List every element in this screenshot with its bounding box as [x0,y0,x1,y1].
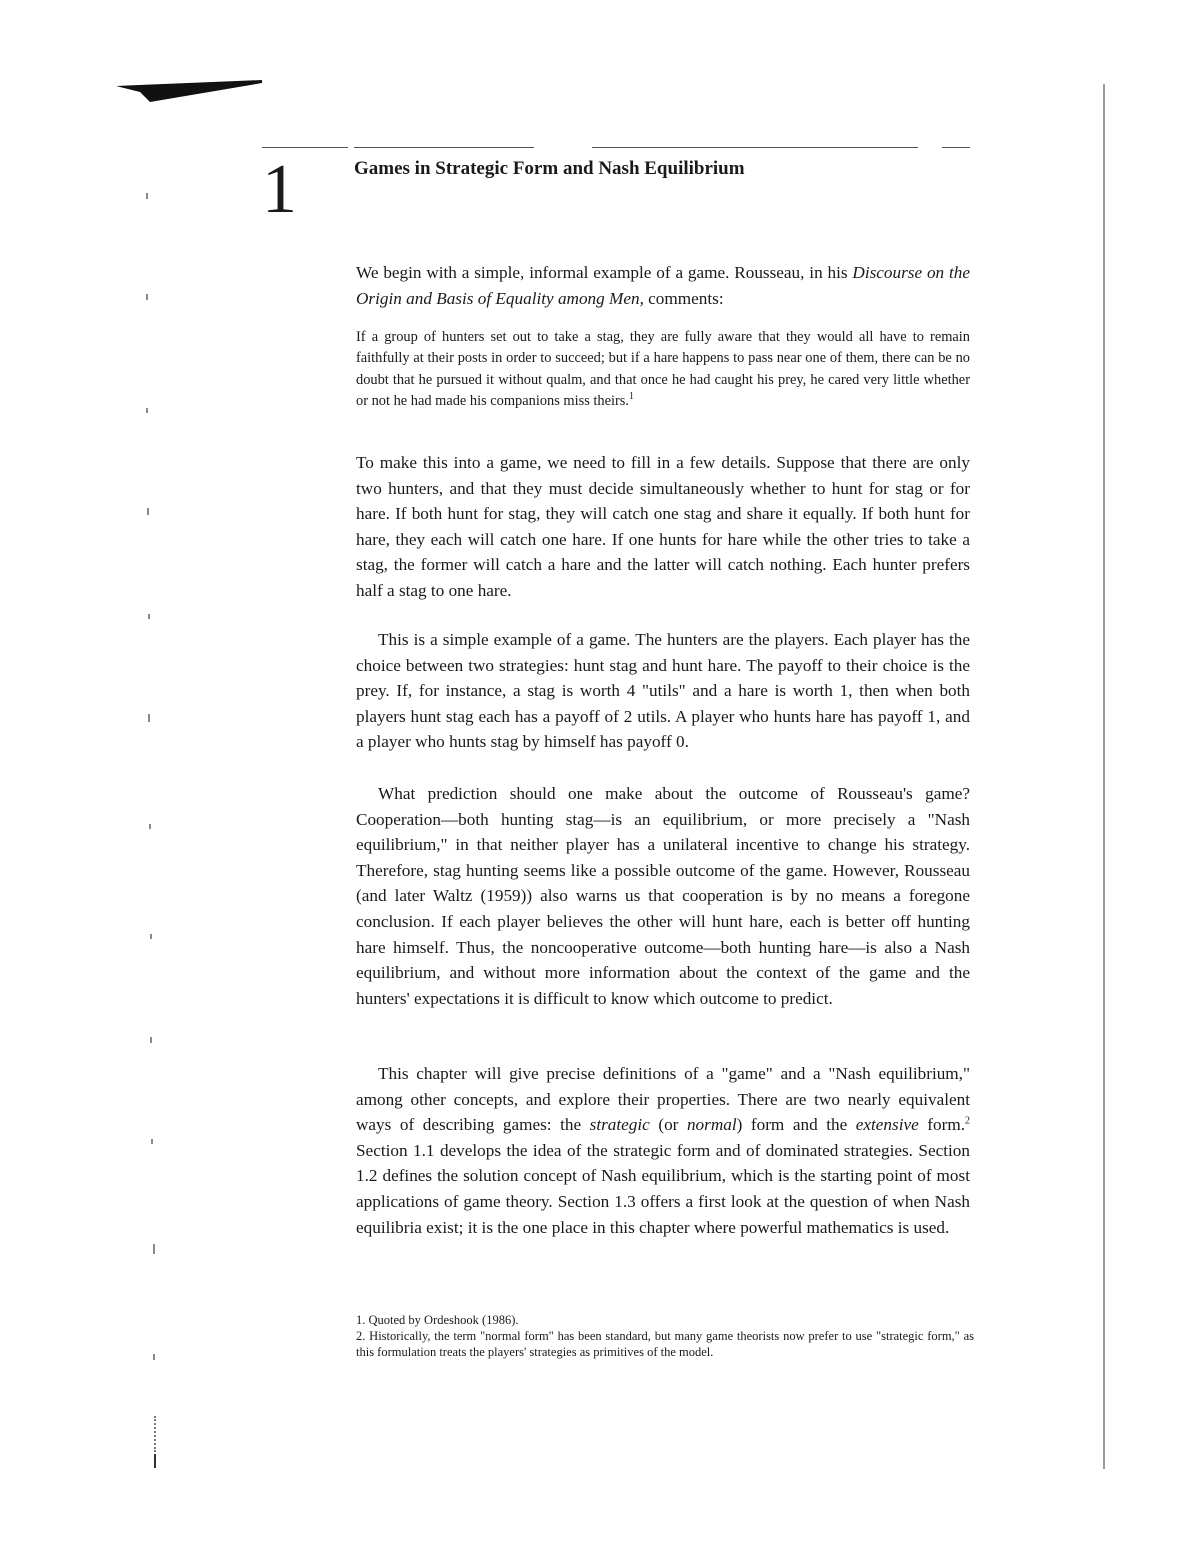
block-quote [356,327,970,413]
term-normal: normal [686,1115,737,1135]
body-paragraph-3: What prediction should one make about the outcome of Rousseau's game? Cooperation—both hunting stag—is an equilibrium, or more precisely a "Nash equilibrium," in that neither player has a unilateral incentive to change his strategy. Therefore, stag hunting seems like a possible outcome of the game. However, Rousseau (and later Waltz (1959)) also warns us that cooperation is by no means a foregone conclusion. If each player believes the other will hunt hare, each is better off hunting hare himself. Thus, the noncooperative outcome—both hunting hare—is also a Nash equilibrium, and without more information about the context of the game and the hunters' expectations it is difficult to know which outcome to predict. [356,784,970,1008]
margin-tick [154,1454,156,1468]
intro-paragraph [356,260,970,311]
chapter-number: 1 [262,151,297,228]
header-rule [592,147,918,148]
scan-edge-mark [116,80,262,104]
p4-text-a: This chapter will give precise definitions of a "game" and a "Nash equilibrium," among other concepts, and explore their properties. There are two nearly equivalent ways of describing games: the [356,1064,970,1135]
dotted-margin-line [154,1416,156,1452]
page-edge-rule [1103,84,1105,1469]
p4-text-g: form. [918,1115,966,1135]
footnote-ref-2: 2 [965,1115,971,1127]
intro-text: We begin with a simple, informal example of a game. Rousseau, in his [356,263,853,282]
term-extensive: extensive [855,1115,919,1135]
footnote-ref-1: 1 [628,391,634,403]
intro-text-end: comments: [643,288,724,308]
body-paragraph-2: This is a simple example of a game. The hunters are the players. Each player has the choice between two strategies: hunt stag and hunt hare. The payoff to their choice is the prey. If, for instance, a stag is worth 4 "utils" and a hare is worth 1, then when both players hunt stag each has a payoff of 2 utils. A player who hunts hare has payoff 1, and a player who hunts stag by himself has payoff 0. [356,630,970,752]
term-strategic: strategic [589,1115,650,1135]
header-rule [942,147,970,148]
footnote-2: 2. Historically, the term "normal form" has been standard, but many game theorists now prefer to use "strategic form," as this formulation treats the players' strategies as primitives of the model. [356,1329,974,1359]
body-paragraph-1: To make this into a game, we need to fill in a few details. Suppose that there are only two hunters, and that they must decide simultaneously whether to hunt for stag or for hare. If both hunt for stag, they will catch one stag and share it equally. If both hunt for hare, they each will catch one hare. If one hunts for hare while the other tries to take a stag, the former will catch a hare and the latter will catch nothing. Each hunter prefers half a stag to one hare. [356,453,970,600]
p4-text-h: Section 1.1 develops the idea of the strategic form and of dominated strategies. Section 1.2 defines the solution concept of Nash equilibrium, which is the starting point of most applications of game theory. Section 1.3 offers a first look at the question of when Nash equilibria exist; it is the one place in this chapter where powerful mathematics is used. [356,1140,970,1237]
p4-text-c: (or [649,1115,687,1135]
chapter-title: Games in Strategic Form and Nash Equilibrium [354,158,745,179]
p4-text-e: ) form and the [736,1115,856,1135]
header-rule [354,147,534,148]
footnote-1: 1. Quoted by Ordeshook (1986). [356,1313,519,1327]
work-title: Discourse on the Origin and Basis of Equality among Men, [356,263,970,308]
quote-text: If a group of hunters set out to take a stag, they are fully aware that they would all have to remain faithfully at their posts in order to succeed; but if a hare happens to pass near one of them, there can be no doubt that he pursued it without qualm, and that once he had caught his prey, he cared very little whether or not he had made his companions miss theirs. [356,329,970,410]
header-rule [262,147,348,148]
body-paragraph-4 [356,1061,970,1240]
